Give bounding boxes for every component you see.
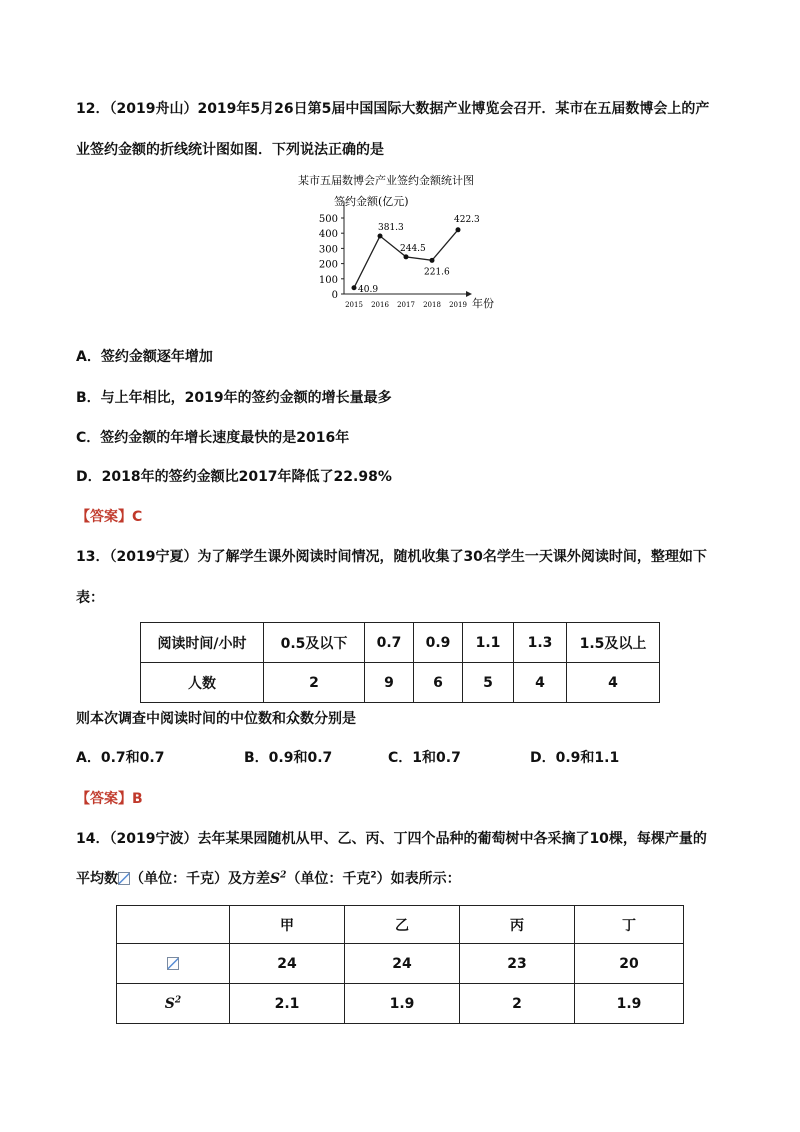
table-cell: 0.7 [365,623,414,663]
q12-line1: 12．（2019舟山）2019年5月26日第5届中国国际大数据产业博览会召开．某市在五届数博会上的产 [76,101,710,117]
chart-ylabel: 签约金额(亿元) [334,195,409,208]
table-cell: 1.9 [345,984,460,1024]
table-cell: 1.3 [514,623,567,663]
table-row [117,944,684,984]
x-tick-label: 2018 [423,301,441,309]
x-tick-label: 2019 [449,301,467,309]
q13-answer: 【答案】B [76,791,143,807]
table-cell: 阅读时间/小时 [141,623,264,663]
q14-text: （单位：千克）及方差 [130,871,270,887]
table-row [117,984,684,1024]
q12-line2: 业签约金额的折线统计图如图．下列说法正确的是 [76,142,384,158]
mean-symbol-icon [167,957,179,970]
grape-yield-table [116,905,684,1024]
table-cell [117,906,230,944]
y-tick-label: 300 [318,244,338,256]
data-label: 221.6 [424,267,450,278]
q12-option-c: C．签约金额的年增长速度最快的是2016年 [76,430,350,446]
table-row [141,663,660,703]
q13-line2: 表： [76,590,104,606]
table-cell: 2 [460,984,575,1024]
table-cell: 24 [230,944,345,984]
table-cell: 6 [414,663,463,703]
q13-question: 则本次调查中阅读时间的中位数和众数分别是 [76,711,356,727]
q12-answer: 【答案】C [76,509,143,525]
table-cell: 4 [514,663,567,703]
data-point [404,254,409,259]
q13-option-a: A．0.7和0.7 [76,750,165,766]
q13-option-d: D．0.9和1.1 [530,750,620,766]
q12-option-b: B．与上年相比，2019年的签约金额的增长量最多 [76,390,392,406]
table-cell [117,944,230,984]
reading-time-table [140,622,660,703]
table-cell: 5 [463,663,514,703]
table-cell: 乙 [345,906,460,944]
contract-amount-line-chart [296,172,506,312]
data-point [352,285,357,290]
x-tick-label: 2016 [371,301,389,309]
table-cell: 甲 [230,906,345,944]
x-tick-label: 2015 [345,301,363,309]
q14-text: 平均数 [76,871,118,887]
data-point [378,234,383,239]
q14-line1: 14．（2019宁波）去年某果园随机从甲、乙、丙、丁四个品种的葡萄树中各采摘了10棵，每棵产量的 [76,831,707,847]
data-label: 381.3 [378,223,404,234]
variance-symbol: $S^2$ [164,995,182,1012]
data-label: 422.3 [454,214,480,225]
variance-symbol: $S^2$ [270,870,287,887]
table-cell [117,984,230,1024]
data-point [430,258,435,263]
data-label: 244.5 [400,243,426,254]
y-tick-label: 0 [331,290,338,301]
table-cell: 23 [460,944,575,984]
table-cell: 2 [264,663,365,703]
table-cell: 1.1 [463,623,514,663]
q14-text: ）如表所示： [376,871,461,887]
mean-symbol-icon [118,872,130,885]
y-tick-label: 400 [318,229,338,241]
q13-option-c: C．1和0.7 [388,750,461,766]
chart-xlabel: 年份 [472,297,494,310]
q13-option-b: B．0.9和0.7 [244,750,333,766]
table-cell: 0.9 [414,623,463,663]
table-cell: 0.5及以下 [264,623,365,663]
q12-option-a: A．签约金额逐年增加 [76,349,213,365]
table-cell: 20 [575,944,684,984]
q12-option-d: D．2018年的签约金额比2017年降低了22.98% [76,469,392,485]
table-row [117,906,684,944]
table-cell: 24 [345,944,460,984]
q14-line2 [76,868,461,888]
x-tick-label: 2017 [397,301,415,309]
table-cell: 9 [365,663,414,703]
data-label: 40.9 [358,284,379,295]
chart-title: 某市五届数博会产业签约金额统计图 [298,174,474,187]
q14-text: （单位：千克 [286,871,371,887]
superscript: 2 [370,870,377,881]
table-cell: 丙 [460,906,575,944]
table-cell: 人数 [141,663,264,703]
table-row [141,623,660,663]
data-point [456,227,461,232]
q13-line1: 13．（2019宁夏）为了解学生课外阅读时间情况，随机收集了30名学生一天课外阅读时间，整理如下 [76,549,707,565]
table-cell: 1.5及以上 [567,623,660,663]
table-cell: 2.1 [230,984,345,1024]
y-tick-label: 500 [318,214,338,225]
table-cell: 丁 [575,906,684,944]
table-cell: 1.9 [575,984,684,1024]
y-tick-label: 200 [318,259,338,271]
table-cell: 4 [567,663,660,703]
y-tick-label: 100 [318,274,338,286]
